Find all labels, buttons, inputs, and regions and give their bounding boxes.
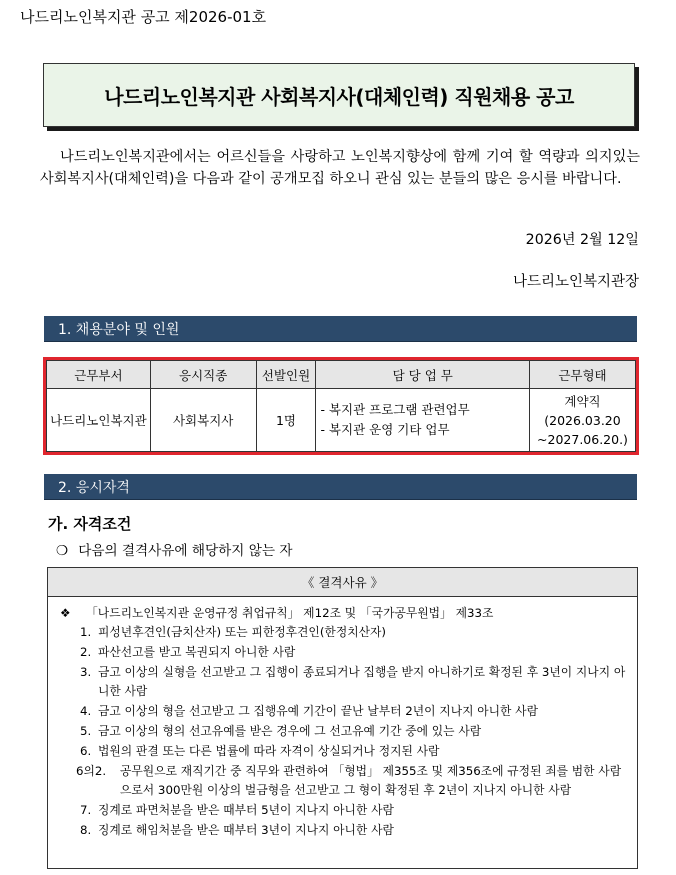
disqualification-list <box>48 623 637 841</box>
duty-item: - 복지관 프로그램 관련업무 <box>320 402 470 417</box>
item-number: 8. <box>80 822 92 837</box>
item-number: 2. <box>80 644 92 659</box>
list-item <box>48 623 637 643</box>
item-number: 4. <box>80 704 92 719</box>
item-text: 금고 이상의 형의 선고유예를 받은 경우에 그 선고유예 기간 중에 있는 사람 <box>98 723 482 738</box>
item-text: 공무원으로 재직기간 중 직무와 관련하여 「형법」 제355조 및 제356조에 규정된 죄를 범한 사람으로서 300만원 이상의 벌금형을 선고받고 그 형이 확정된 후 2년이 지나지 아니한 사람 <box>120 763 622 798</box>
circle-bullet-icon: ❍ <box>56 543 69 559</box>
table-row <box>47 389 636 452</box>
recruit-table-frame <box>43 357 639 455</box>
form-period-end: ~2027.06.20.) <box>537 431 628 447</box>
list-item <box>48 762 637 802</box>
item-text: 금고 이상의 실형을 선고받고 그 집행이 종료되거나 집행을 받지 아니하기로 확정된 후 3년이 지나지 아니한 사람 <box>98 664 626 699</box>
section-1-title: 1. 채용분야 및 인원 <box>58 321 180 338</box>
item-number: 6의2. <box>76 763 107 778</box>
duty-item: - 복지관 운영 기타 업무 <box>320 422 450 437</box>
col-header-duties: 담 당 업 무 <box>316 361 530 389</box>
section-2-header <box>44 474 637 500</box>
item-number: 7. <box>80 803 92 818</box>
recruit-table <box>46 360 636 452</box>
item-text: 징계로 파면처분을 받은 때부터 5년이 지나지 아니한 사람 <box>98 803 394 818</box>
list-item <box>48 702 637 722</box>
section-1-header <box>44 316 637 342</box>
item-number: 5. <box>80 723 92 738</box>
list-item <box>48 821 637 841</box>
list-item <box>48 643 637 663</box>
item-number: 6. <box>80 743 92 758</box>
item-number: 1. <box>80 625 92 639</box>
signer: 나드리노인복지관장 <box>512 274 639 290</box>
cell-count: 1명 <box>256 389 316 452</box>
cell-dept: 나드리노인복지관 <box>47 389 151 452</box>
item-text: 금고 이상의 형을 선고받고 그 집행유예 기간이 끝난 날부터 2년이 지나지 아니한 사람 <box>98 704 538 719</box>
item-number: 3. <box>80 664 92 679</box>
disqualification-box <box>47 567 638 869</box>
list-item <box>48 742 637 762</box>
diamond-bullet-icon: ❖ <box>60 606 71 620</box>
qualification-subtitle: 가. 자격조건 <box>48 515 132 533</box>
notice-number: 나드리노인복지관 공고 제2026-01호 <box>20 8 267 26</box>
col-header-dept: 근무부서 <box>47 361 151 389</box>
item-text: 법원의 판결 또는 다른 법률에 따라 자격이 상실되거나 정지된 사람 <box>98 743 440 758</box>
col-header-job: 응시직종 <box>150 361 256 389</box>
qualification-bullet <box>56 539 292 559</box>
section-2-title: 2. 응시자격 <box>58 479 130 496</box>
table-header-row <box>47 361 636 389</box>
form-period-start: (2026.03.20 <box>544 412 621 428</box>
law-text: 「나드리노인복지관 운영규정 취업규칙」 제12조 및 「국가공무원법」 제33조 <box>86 606 494 620</box>
cell-duties <box>316 389 530 452</box>
law-reference <box>48 603 637 623</box>
col-header-form: 근무형태 <box>529 361 635 389</box>
item-text: 파산선고를 받고 복권되지 아니한 사람 <box>98 644 296 659</box>
qualification-text: 다음의 결격사유에 해당하지 않는 자 <box>78 543 293 559</box>
list-item <box>48 663 637 703</box>
cell-form <box>529 389 635 452</box>
list-item <box>48 722 637 742</box>
col-header-count: 선발인원 <box>256 361 316 389</box>
disqualification-body <box>48 597 637 841</box>
page-title: 나드리노인복지관 사회복지사(대체인력) 직원채용 공고 <box>104 84 574 109</box>
list-item <box>48 801 637 821</box>
intro-paragraph: 나드리노인복지관에서는 어르신들을 사랑하고 노인복지향상에 함께 기여 할 역량과 의지있는 사회복지사(대체인력)을 다음과 같이 공개모집 하오니 관심 있는 분들의 많은 응시를 바랍니다. <box>40 149 640 187</box>
item-text: 피성년후견인(금치산자) 또는 피한정후견인(한정치산자) <box>98 625 387 639</box>
cell-job: 사회복지사 <box>150 389 256 452</box>
disqualification-box-title: 《 결격사유 》 <box>48 568 637 597</box>
title-banner <box>43 63 635 127</box>
notice-date: 2026년 2월 12일 <box>525 232 639 248</box>
form-type: 계약직 <box>564 393 601 409</box>
item-text: 징계로 해임처분을 받은 때부터 3년이 지나지 아니한 사람 <box>98 822 394 837</box>
